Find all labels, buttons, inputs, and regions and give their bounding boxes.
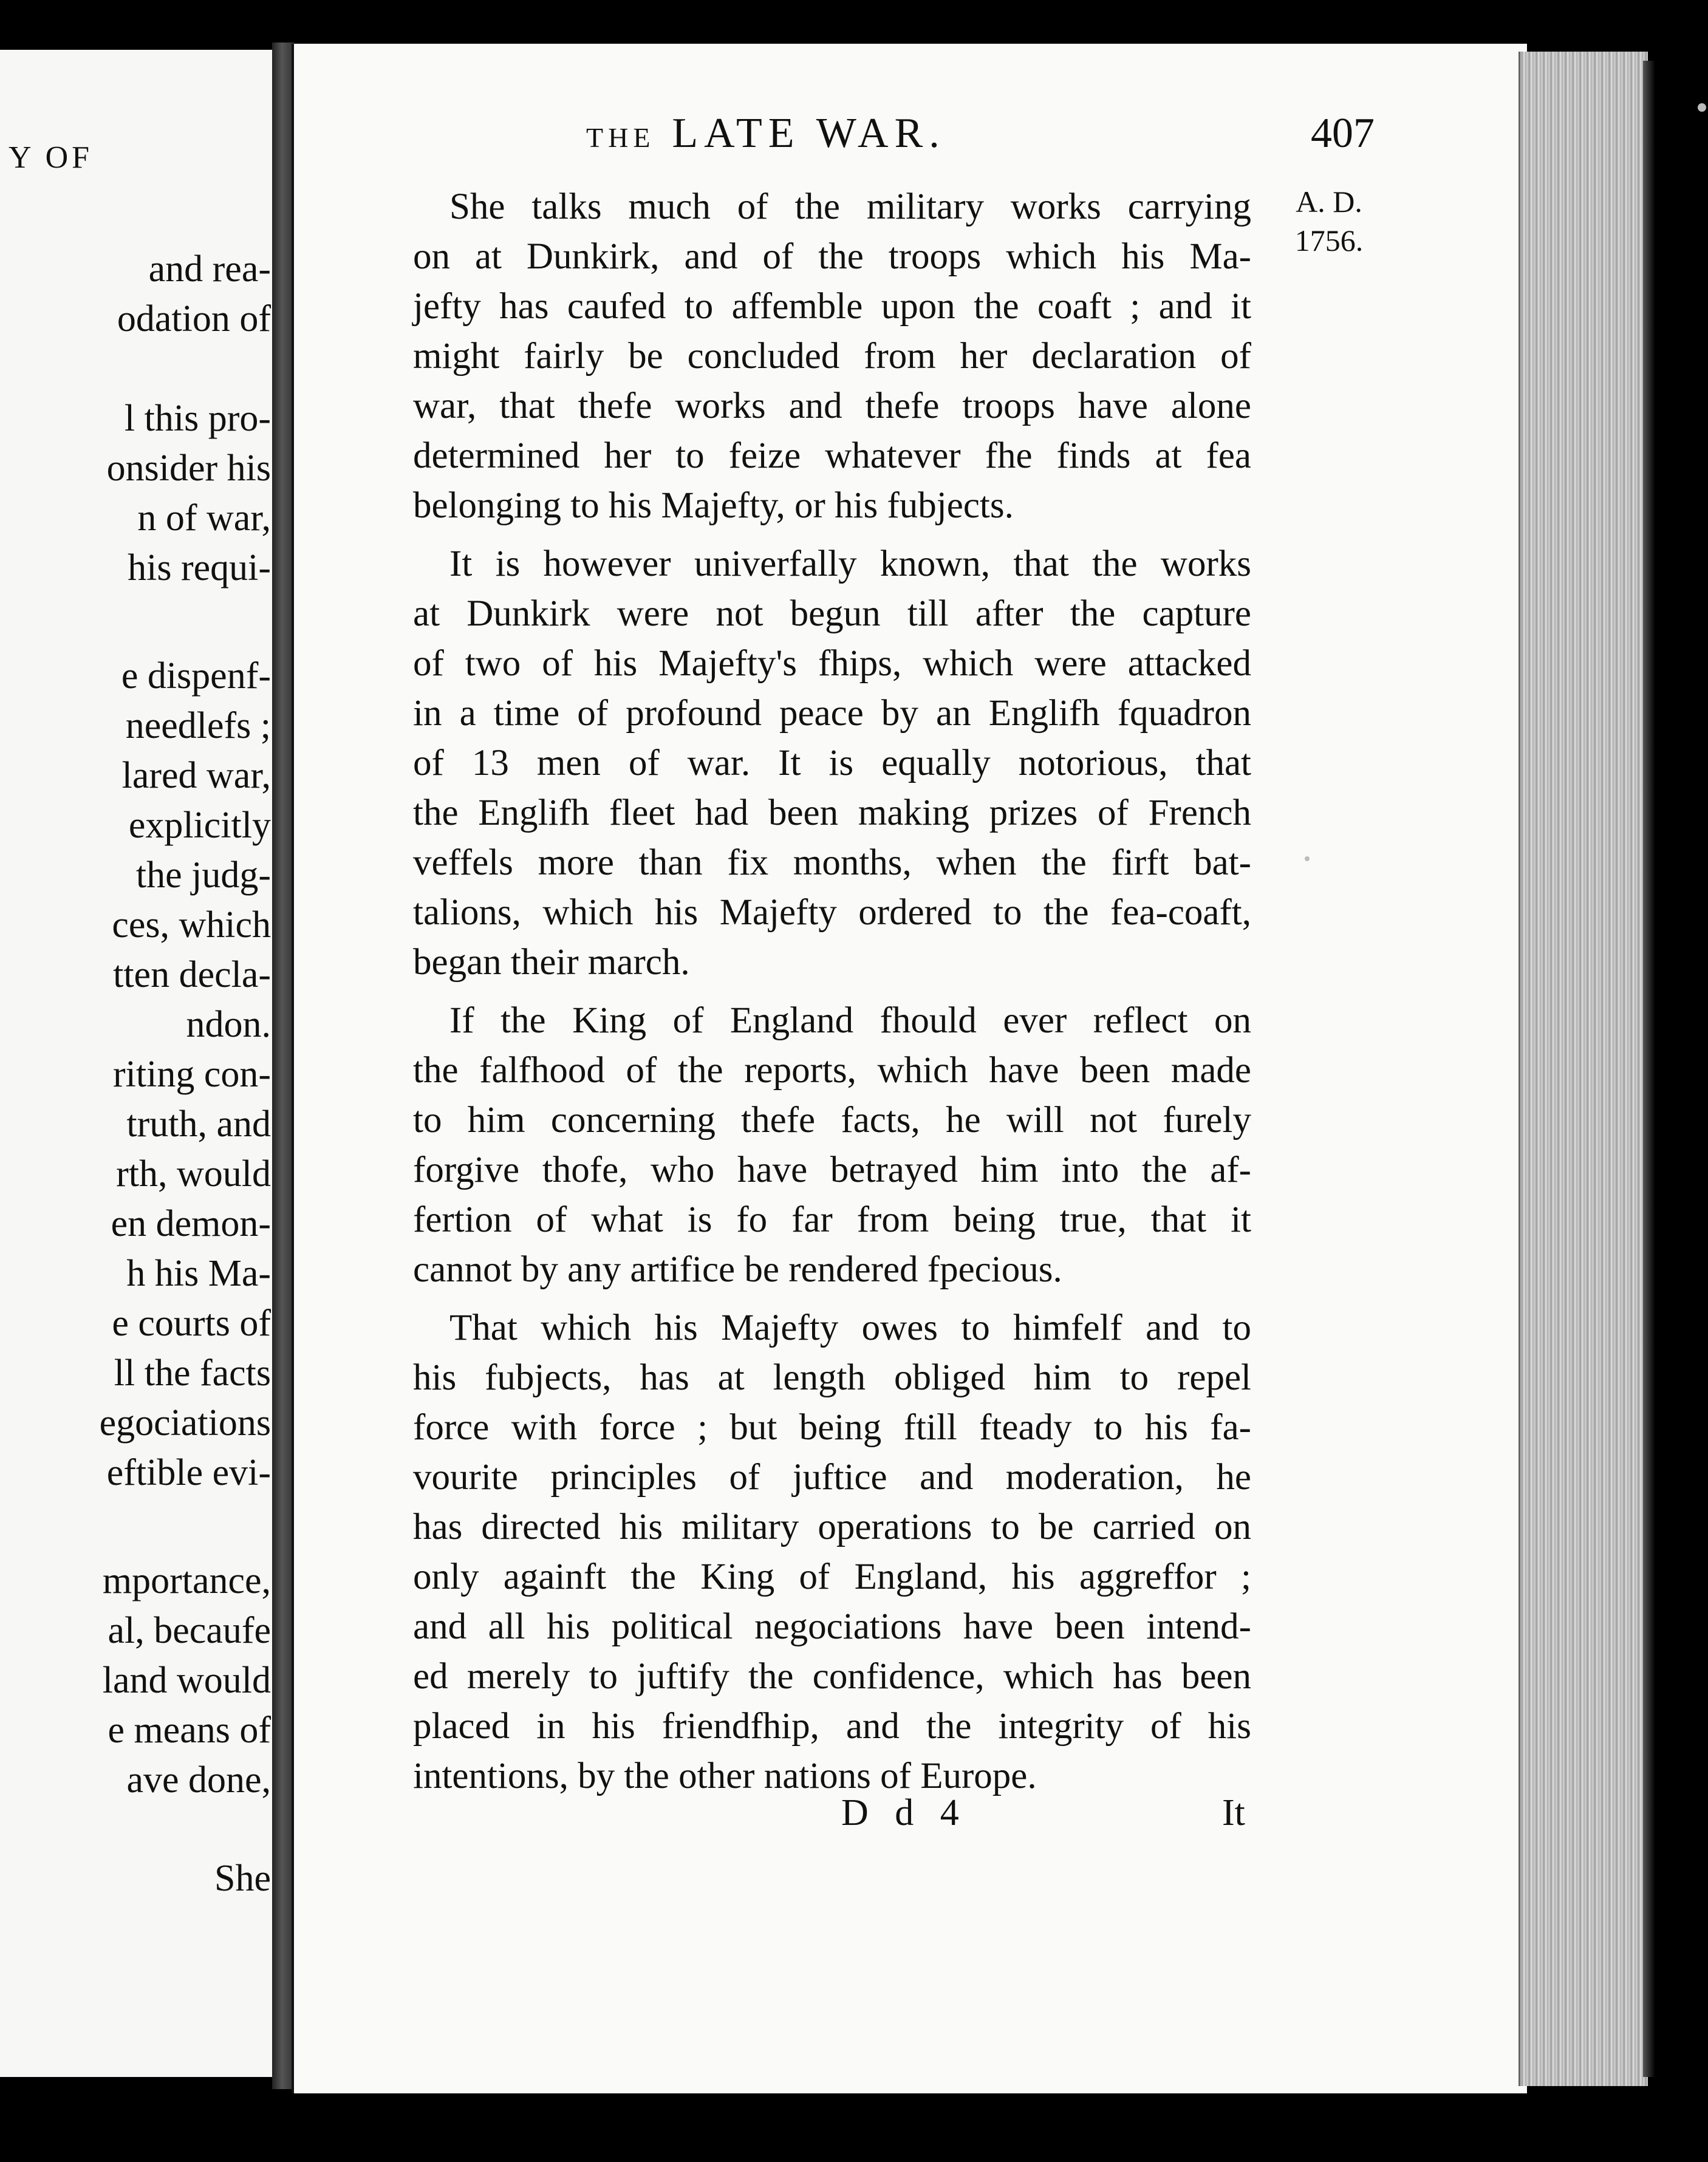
paragraph <box>413 539 1251 987</box>
margin-note-year: 1756. <box>1294 223 1364 257</box>
page-edges-shadow <box>1643 61 1655 2077</box>
text-line: jefty has caufed to affemble upon the coaft ; and it <box>413 286 1251 327</box>
left-page-line: mportance, <box>102 1560 271 1601</box>
text-line: intentions, by the other nations of Europe. <box>413 1756 1037 1796</box>
left-page-line: ave done, <box>126 1759 271 1801</box>
text-line: She talks much of the military works carrying <box>449 186 1251 227</box>
paragraph-gap <box>413 531 1251 539</box>
left-page-line: en demon- <box>111 1203 271 1244</box>
left-page-line: h his Ma- <box>126 1253 271 1294</box>
text-line: on at Dunkirk, and of the troops which his Ma- <box>413 236 1251 277</box>
paragraph-gap <box>413 1295 1251 1303</box>
margin-note <box>1286 182 1372 260</box>
text-line: talions, which his Majefty ordered to the fea-coaft, <box>413 892 1251 933</box>
text-line: at Dunkirk were not begun till after the capture <box>413 593 1251 634</box>
body-text <box>413 182 1251 1801</box>
speck <box>1305 856 1310 861</box>
text-line: the falfhood of the reports, which have been made <box>413 1050 1251 1091</box>
text-line: That which his Majefty owes to himfelf and to <box>449 1308 1251 1348</box>
left-page-line: his requi- <box>128 547 271 588</box>
paragraph-gap <box>413 987 1251 996</box>
left-page-line: ndon. <box>186 1004 271 1045</box>
text-line: If the King of England fhould ever reflect on <box>449 1000 1251 1041</box>
text-line: It is however univerfally known, that the works <box>449 544 1251 584</box>
text-line: only againft the King of England, his aggreffor ; <box>413 1557 1251 1597</box>
text-line: began their march. <box>413 942 690 983</box>
running-header-title: LATE WAR. <box>672 110 946 157</box>
text-line: of two of his Majefty's fhips, which were attacked <box>413 643 1251 684</box>
left-page-line: e courts of <box>112 1303 271 1344</box>
left-facing-page <box>0 50 276 2077</box>
signature-mark: D d 4 <box>841 1792 968 1833</box>
text-line: his fubjects, has at length obliged him to repel <box>413 1357 1251 1398</box>
page-edges <box>1518 52 1648 2086</box>
paragraph <box>413 996 1251 1295</box>
left-running-header: Y OF <box>9 140 94 175</box>
text-line: the Englifh fleet had been making prizes of French <box>413 793 1251 833</box>
text-line: ed merely to juftify the confidence, which has been <box>413 1656 1251 1697</box>
text-line: to him concerning thefe facts, he will not furely <box>413 1100 1251 1141</box>
left-page-line: n of war, <box>137 497 271 539</box>
left-page-line: ll the facts <box>114 1352 271 1394</box>
left-page-line: ces, which <box>112 904 271 946</box>
text-line: has directed his military operations to be carried on <box>413 1507 1251 1547</box>
text-line: in a time of profound peace by an Englifh fquadron <box>413 693 1251 734</box>
left-page-line: e dispenf- <box>121 655 271 697</box>
text-line: fertion of what is fo far from being true, that it <box>413 1199 1251 1240</box>
speck <box>1698 103 1706 112</box>
running-header-small: THE <box>586 122 655 153</box>
text-line: veffels more than fix months, when the firft bat- <box>413 842 1251 883</box>
text-line: of 13 men of war. It is equally notorious, that <box>413 743 1251 783</box>
text-line: war, that thefe works and thefe troops have alone <box>413 386 1251 426</box>
text-line: determined her to feize whatever fhe finds at fea <box>413 435 1251 476</box>
left-page-line: lared war, <box>121 755 271 796</box>
left-page-line: e means of <box>108 1710 271 1751</box>
text-line: belonging to his Majefty, or his fubjects. <box>413 485 1014 526</box>
left-page-line: onsider his <box>106 448 271 489</box>
left-page-line: l this pro- <box>124 398 271 439</box>
text-line: forgive thofe, who have betrayed him into the af- <box>413 1150 1251 1190</box>
paragraph <box>413 182 1251 531</box>
running-header <box>586 109 946 158</box>
paragraph <box>413 1303 1251 1801</box>
catchword: It <box>1222 1792 1245 1833</box>
left-page-line: land would <box>102 1660 271 1701</box>
left-page-line: egociations <box>99 1402 271 1444</box>
left-page-line: truth, and <box>126 1103 271 1145</box>
left-page-line: riting con- <box>113 1054 271 1095</box>
book-gutter <box>272 43 294 2089</box>
left-page-line: eftible evi- <box>106 1452 271 1493</box>
left-page-line: rth, would <box>116 1153 271 1195</box>
page-number: 407 <box>1311 110 1375 157</box>
left-page-line: and rea- <box>148 248 271 290</box>
left-page-line: needlefs ; <box>125 705 271 746</box>
text-line: vourite principles of juftice and moderation, he <box>413 1457 1251 1498</box>
left-page-line: tten decla- <box>113 954 271 995</box>
left-page-line: the judg- <box>135 854 271 896</box>
text-line: force with force ; but being ftill fteady to his fa- <box>413 1407 1251 1448</box>
text-line: might fairly be concluded from her declaration of <box>413 336 1251 377</box>
text-line: placed in his friendfhip, and the integrity of his <box>413 1706 1251 1747</box>
left-page-line: explicitly <box>128 805 271 846</box>
left-page-line: al, becaufe <box>108 1610 271 1651</box>
margin-note-era: A. D. <box>1296 185 1362 219</box>
left-page-line: She <box>214 1858 271 1899</box>
left-page-line: odation of <box>117 298 271 339</box>
text-line: and all his political negociations have been intend- <box>413 1606 1251 1647</box>
text-line: cannot by any artifice be rendered fpecious. <box>413 1249 1062 1290</box>
